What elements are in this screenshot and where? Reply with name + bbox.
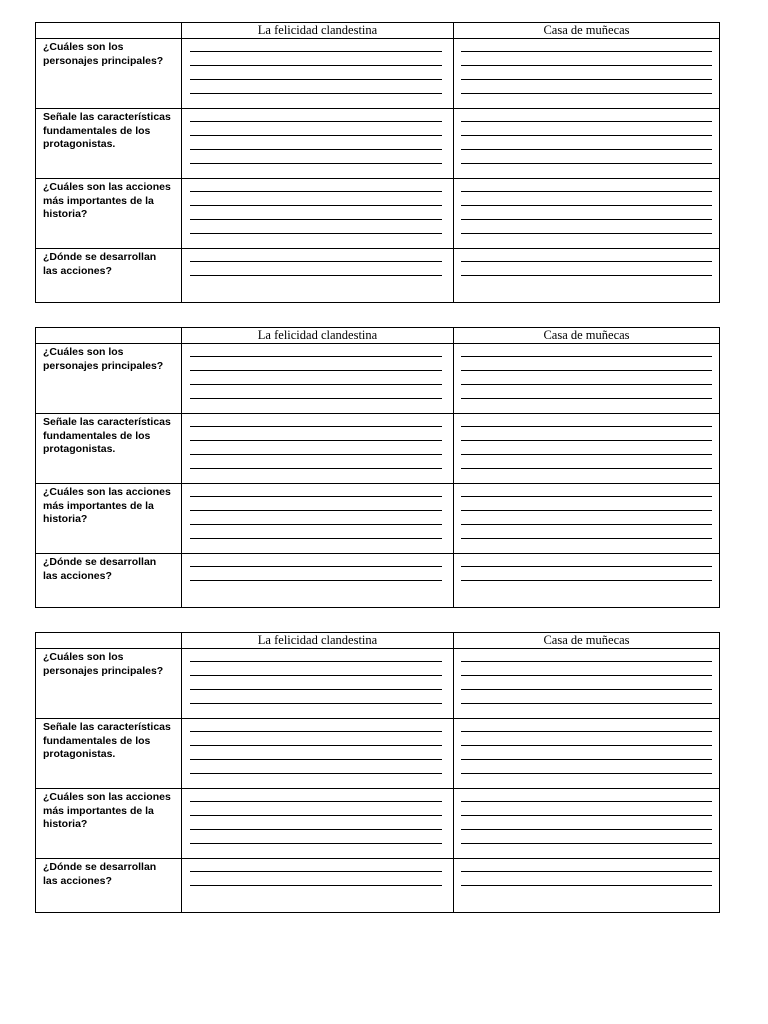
answer-line xyxy=(461,703,712,704)
answer-line xyxy=(461,496,712,497)
answer-cell xyxy=(453,484,719,553)
answer-line xyxy=(461,261,712,262)
table-row xyxy=(36,108,719,178)
answer-line xyxy=(190,205,442,206)
table-row xyxy=(36,553,719,607)
answer-cell xyxy=(453,859,719,912)
answer-cell xyxy=(181,179,453,248)
question-label: ¿Dónde se desarrollan las acciones? xyxy=(43,861,157,887)
answer-line xyxy=(461,219,712,220)
answer-line xyxy=(461,370,712,371)
answer-line xyxy=(190,843,442,844)
answer-line xyxy=(190,384,442,385)
question-cell xyxy=(36,249,181,302)
question-cell xyxy=(36,484,181,553)
answer-line xyxy=(461,233,712,234)
answer-line xyxy=(190,801,442,802)
answer-cell xyxy=(453,414,719,483)
answer-line xyxy=(461,384,712,385)
question-label: ¿Cuáles son las acciones más importantes de la historia? xyxy=(43,181,171,220)
column-header-cell xyxy=(181,328,453,343)
column-header-cell xyxy=(181,633,453,648)
column-header-casa-de-munecas: Casa de muñecas xyxy=(543,23,630,37)
answer-cell xyxy=(181,789,453,858)
question-cell xyxy=(36,109,181,178)
table-header-row xyxy=(36,633,719,648)
table-row xyxy=(36,718,719,788)
answer-line xyxy=(190,93,442,94)
column-header-casa-de-munecas: Casa de muñecas xyxy=(543,633,630,647)
question-cell xyxy=(36,39,181,108)
answer-line xyxy=(190,566,442,567)
answer-line xyxy=(461,566,712,567)
comparison-table xyxy=(35,632,720,913)
answer-line xyxy=(190,689,442,690)
answer-line xyxy=(461,871,712,872)
answer-line xyxy=(190,745,442,746)
answer-cell xyxy=(453,109,719,178)
answer-line xyxy=(461,356,712,357)
column-header-cell xyxy=(181,23,453,38)
answer-line xyxy=(461,135,712,136)
answer-line xyxy=(461,65,712,66)
answer-line xyxy=(461,468,712,469)
answer-line xyxy=(190,65,442,66)
answer-line xyxy=(461,426,712,427)
answer-line xyxy=(190,496,442,497)
answer-line xyxy=(461,538,712,539)
answer-cell xyxy=(453,719,719,788)
answer-line xyxy=(190,759,442,760)
answer-cell xyxy=(453,344,719,413)
answer-line xyxy=(190,580,442,581)
question-cell xyxy=(36,649,181,718)
answer-line xyxy=(461,510,712,511)
answer-line xyxy=(190,871,442,872)
header-corner-cell xyxy=(36,633,181,648)
answer-line xyxy=(190,356,442,357)
answer-line xyxy=(461,773,712,774)
column-header-la-felicidad-clandestina: La felicidad clandestina xyxy=(257,328,378,342)
answer-cell xyxy=(453,39,719,108)
header-corner-cell xyxy=(36,328,181,343)
answer-cell xyxy=(181,554,453,607)
answer-line xyxy=(461,745,712,746)
answer-line xyxy=(461,191,712,192)
answer-line xyxy=(461,454,712,455)
answer-line xyxy=(461,524,712,525)
table-row xyxy=(36,413,719,483)
answer-line xyxy=(461,801,712,802)
answer-line xyxy=(461,149,712,150)
table-row xyxy=(36,38,719,108)
answer-line xyxy=(190,191,442,192)
question-cell xyxy=(36,414,181,483)
comparison-table xyxy=(35,22,720,303)
question-label: ¿Cuáles son los personajes principales? xyxy=(43,41,164,67)
answer-line xyxy=(190,51,442,52)
column-header-cell xyxy=(453,633,719,648)
table-row xyxy=(36,788,719,858)
question-cell xyxy=(36,859,181,912)
answer-cell xyxy=(453,249,719,302)
question-cell xyxy=(36,554,181,607)
answer-cell xyxy=(453,179,719,248)
question-label: ¿Cuáles son los personajes principales? xyxy=(43,651,164,677)
comparison-table xyxy=(35,327,720,608)
answer-line xyxy=(190,440,442,441)
question-label: Señale las características fundamentales de los protagonistas. xyxy=(43,721,171,760)
question-label: ¿Dónde se desarrollan las acciones? xyxy=(43,556,157,582)
answer-line xyxy=(190,135,442,136)
table-row xyxy=(36,248,719,302)
table-row xyxy=(36,178,719,248)
table-row xyxy=(36,343,719,413)
header-corner-cell xyxy=(36,23,181,38)
answer-line xyxy=(461,51,712,52)
table-row xyxy=(36,648,719,718)
answer-cell xyxy=(181,39,453,108)
table-row xyxy=(36,483,719,553)
answer-line xyxy=(461,580,712,581)
answer-line xyxy=(461,205,712,206)
column-header-la-felicidad-clandestina: La felicidad clandestina xyxy=(257,633,378,647)
answer-line xyxy=(461,661,712,662)
answer-cell xyxy=(453,554,719,607)
answer-line xyxy=(461,675,712,676)
question-label: ¿Cuáles son las acciones más importantes de la historia? xyxy=(43,791,171,830)
question-cell xyxy=(36,344,181,413)
answer-line xyxy=(190,163,442,164)
question-cell xyxy=(36,719,181,788)
table-header-row xyxy=(36,328,719,343)
answer-line xyxy=(461,843,712,844)
answer-line xyxy=(461,885,712,886)
answer-cell xyxy=(181,719,453,788)
answer-line xyxy=(190,426,442,427)
answer-line xyxy=(461,79,712,80)
question-label: Señale las características fundamentales de los protagonistas. xyxy=(43,111,171,150)
answer-line xyxy=(461,815,712,816)
column-header-la-felicidad-clandestina: La felicidad clandestina xyxy=(257,23,378,37)
answer-line xyxy=(190,261,442,262)
answer-cell xyxy=(453,649,719,718)
answer-line xyxy=(190,661,442,662)
answer-line xyxy=(190,538,442,539)
answer-line xyxy=(190,675,442,676)
answer-cell xyxy=(181,414,453,483)
question-label: Señale las características fundamentales de los protagonistas. xyxy=(43,416,171,455)
answer-cell xyxy=(181,484,453,553)
answer-line xyxy=(190,885,442,886)
answer-line xyxy=(190,121,442,122)
answer-line xyxy=(461,731,712,732)
answer-line xyxy=(190,233,442,234)
answer-cell xyxy=(181,344,453,413)
answer-line xyxy=(461,163,712,164)
answer-line xyxy=(190,149,442,150)
answer-cell xyxy=(181,109,453,178)
question-cell xyxy=(36,179,181,248)
column-header-cell xyxy=(453,23,719,38)
table-header-row xyxy=(36,23,719,38)
answer-line xyxy=(190,79,442,80)
answer-line xyxy=(190,829,442,830)
table-row xyxy=(36,858,719,912)
answer-line xyxy=(190,703,442,704)
answer-line xyxy=(461,121,712,122)
column-header-casa-de-munecas: Casa de muñecas xyxy=(543,328,630,342)
answer-line xyxy=(190,510,442,511)
question-label: ¿Cuáles son los personajes principales? xyxy=(43,346,164,372)
answer-line xyxy=(461,829,712,830)
answer-line xyxy=(190,731,442,732)
answer-line xyxy=(190,454,442,455)
answer-cell xyxy=(453,789,719,858)
answer-line xyxy=(461,398,712,399)
question-label: ¿Dónde se desarrollan las acciones? xyxy=(43,251,157,277)
answer-line xyxy=(190,815,442,816)
answer-line xyxy=(461,759,712,760)
answer-cell xyxy=(181,249,453,302)
answer-line xyxy=(190,773,442,774)
answer-cell xyxy=(181,859,453,912)
answer-line xyxy=(461,689,712,690)
answer-line xyxy=(190,219,442,220)
question-label: ¿Cuáles son las acciones más importantes de la historia? xyxy=(43,486,171,525)
answer-line xyxy=(190,398,442,399)
answer-line xyxy=(190,370,442,371)
answer-line xyxy=(461,93,712,94)
answer-line xyxy=(461,440,712,441)
question-cell xyxy=(36,789,181,858)
answer-line xyxy=(190,275,442,276)
answer-line xyxy=(190,524,442,525)
answer-line xyxy=(461,275,712,276)
column-header-cell xyxy=(453,328,719,343)
answer-line xyxy=(190,468,442,469)
answer-cell xyxy=(181,649,453,718)
